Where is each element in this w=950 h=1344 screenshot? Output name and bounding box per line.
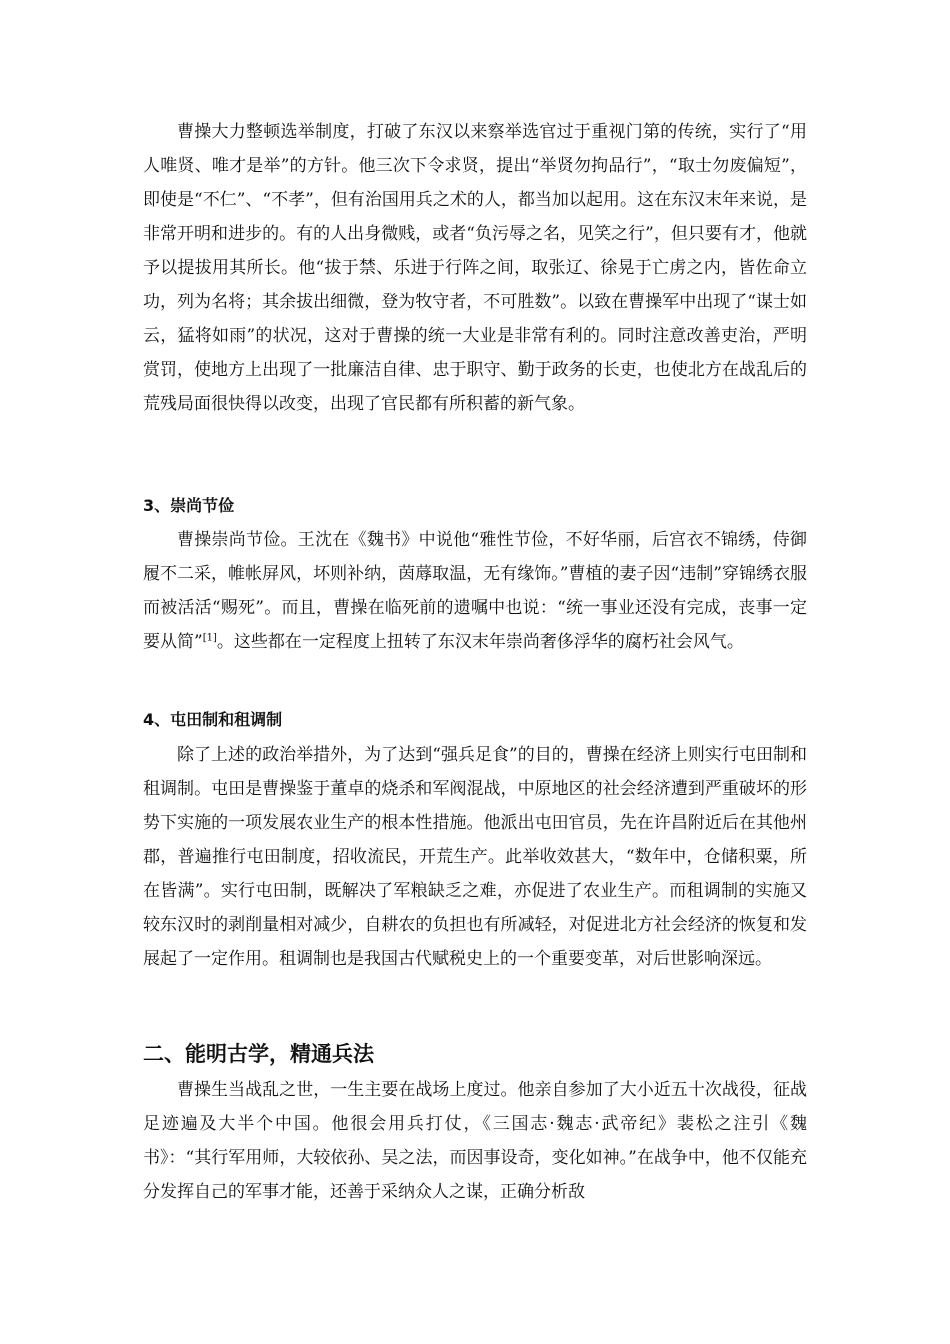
paragraph-text <box>143 523 807 659</box>
paragraph-text: 曹操生当战乱之世，一生主要在战场上度过。他亲自参加了大小近五十次战役，征战足迹遍及大半个中国。他很会用兵打仗，《三国志·魏志·武帝纪》裴松之注引《魏书》：“其行军用师，大较依孙、吴之法，而因事设奇，变化如神。”在战争中，他不仅能充分发挥自己的军事才能，还善于采纳众人之谋，正确分析敌 <box>143 1080 807 1202</box>
paragraph-frugality <box>143 523 807 659</box>
paragraph-tuntian <box>143 738 807 976</box>
paragraph-text-part-a: 曹操崇尚节俭。王沈在《魏书》中说他“雅性节俭，不好华丽，后宫衣不锦绣，侍御履不二采，帷帐屏风，坏则补纳，茵蓐取温，无有缘饰。”曹植的妻子因“违制”穿锦绣衣服而被活活“赐死”。而且，曹操在临死前的遗嘱中也说：“统一事业还没有完成，丧事一定要从简” <box>143 530 807 652</box>
subheading-tuntian: 4、屯田制和租调制 <box>143 710 283 729</box>
subheading-frugality: 3、崇尚节俭 <box>143 496 235 515</box>
paragraph-text: 曹操大力整顿选举制度，打破了东汉以来察举选官过于重视门第的传统，实行了“用人唯贤、唯才是举”的方针。他三次下令求贤，提出“举贤勿拘品行”，“取士勿废偏短”，即使是“不仁”、“不孝”，但有治国用兵之术的人，都当加以起用。这在东汉末年来说，是非常开明和进步的。有的人出身微贱，或者“负污辱之名，见笑之行”，但只要有才，他就予以提拔用其所长。他“拔于禁、乐进于行阵之间，取张辽、徐晃于亡虏之内，皆佐命立功，列为名将；其余拔出细微，登为牧守者，不可胜数”。以致在曹操军中出现了“谋士如云，猛将如雨”的状况，这对于曹操的统一大业是非常有利的。同时注意改善吏治，严明赏罚，使地方上出现了一批廉洁自律、忠于职守、勤于政务的长吏，也使北方在战乱后的荒残局面很快得以改变，出现了官民都有所积蓄的新气象。 <box>143 122 807 414</box>
section-heading-military: 二、能明古学，精通兵法 <box>143 1042 374 1066</box>
citation-marker: [1] <box>202 632 217 644</box>
paragraph-military <box>143 1073 807 1209</box>
paragraph-talent-selection <box>143 115 807 421</box>
paragraph-text: 除了上述的政治举措外，为了达到“强兵足食”的目的，曹操在经济上则实行屯田制和租调制。屯田是曹操鉴于董卓的烧杀和军阀混战，中原地区的社会经济遭到严重破坏的形势下实施的一项发展农业生产的根本性措施。他派出屯田官员，先在许昌附近后在其他州郡，普遍推行屯田制度，招收流民，开荒生产。此举收效甚大，“数年中，仓储积粟，所在皆满”。实行屯田制，既解决了军粮缺乏之难，亦促进了农业生产。而租调制的实施又较东汉时的剥削量相对减少，自耕农的负担也有所减轻，对促进北方社会经济的恢复和发展起了一定作用。租调制也是我国古代赋税史上的一个重要变革，对后世影响深远。 <box>143 745 807 969</box>
paragraph-text-part-b: 。这些都在一定程度上扭转了东汉末年崇尚奢侈浮华的腐朽社会风气。 <box>216 632 744 652</box>
